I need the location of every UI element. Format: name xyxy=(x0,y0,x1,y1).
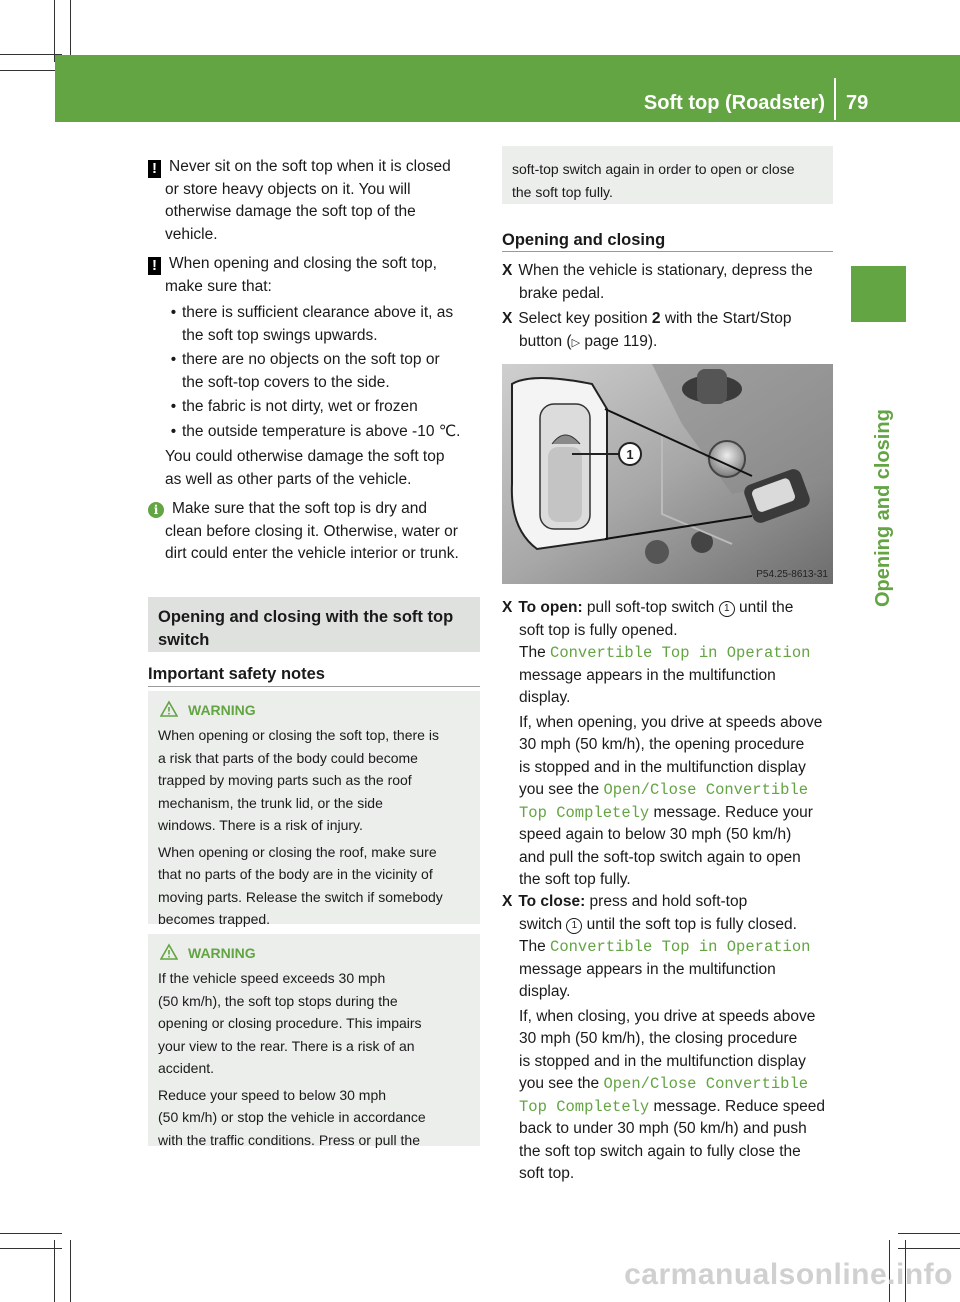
crop-mark xyxy=(0,1248,62,1249)
console-illustration xyxy=(502,364,833,584)
warning-text: When opening or closing the soft top, there is a risk that parts of the body could become trapped by moving parts such as the roof mechanism, the trunk lid, or the side windows. There is a risk of injury. When opening or closing the roof, make sure that no parts of the body are in the vicinity of moving parts. Release the switch if somebody becomes trapped. xyxy=(158,727,443,927)
note-dry-clean: i Make sure that the soft top is dry and clean before closing it. Otherwise, water or dirt could enter the vehicle interior or trunk. xyxy=(148,498,488,566)
list-item: • the fabric is not dirty, wet or frozen xyxy=(170,398,418,415)
display-message: Convertible Top in Operation xyxy=(550,644,811,662)
subheading-rule xyxy=(148,686,480,687)
crop-mark xyxy=(0,70,62,71)
crop-mark xyxy=(0,1233,62,1234)
crop-mark xyxy=(898,1248,960,1249)
crop-mark xyxy=(70,0,71,62)
image-caption: P54.25-8613-31 xyxy=(756,569,828,580)
step-arrow-icon: X xyxy=(502,310,513,327)
watermark: carmanualsonline.info xyxy=(624,1258,953,1291)
crop-mark xyxy=(0,54,62,55)
side-tab-label: Opening and closing xyxy=(872,409,894,607)
list-item: • there are no objects on the soft top or xyxy=(170,351,440,368)
note-outro: You could otherwise damage the soft top as well as other parts of the vehicle. xyxy=(165,448,445,488)
exclamation-icon: ! xyxy=(148,257,161,275)
section-title: Opening and closing with the soft top switch xyxy=(158,608,454,649)
side-tab-marker xyxy=(851,266,906,322)
step-to-open: X To open: pull soft-top switch 1 until the soft top is fully opened. The Convertible Top in Operation message appears in the multifunction display. If, when opening, you drive at speeds above 30 mph (50 km/h), the opening procedure is stopped and in the multifunction display you see the Open/Close Convertible Top Completely message. Reduce your speed again to below 30 mph (50 km/h) and pull the soft-top switch again to open the soft top fully. xyxy=(502,599,823,888)
note-when-opening: ! When opening and closing the soft top, make sure that: xyxy=(148,253,483,298)
header-title: Soft top (Roadster) xyxy=(643,92,825,114)
crop-mark xyxy=(54,0,55,62)
step-arrow-icon: X xyxy=(502,893,513,910)
display-message: Top Completely xyxy=(519,803,650,822)
warning-title: WARNING xyxy=(188,702,256,718)
page-ref-arrow-icon: ▷ xyxy=(571,336,581,349)
warning-triangle-icon xyxy=(160,700,178,718)
soft-top-switch-photo xyxy=(502,364,833,584)
crop-mark xyxy=(54,1240,55,1302)
display-message: Open/Close Convertible xyxy=(603,1075,809,1093)
warning-title: WARNING xyxy=(188,945,256,961)
info-icon: i xyxy=(148,502,164,518)
display-message: Open/Close Convertible xyxy=(603,781,809,799)
exclamation-icon: ! xyxy=(148,160,161,178)
subheading-safety: Important safety notes xyxy=(148,665,325,683)
header-divider xyxy=(834,78,836,120)
list-item: • the outside temperature is above -10 ℃. xyxy=(170,422,461,440)
step-arrow-icon: X xyxy=(502,262,513,279)
list-item: • there is sufficient clearance above it, as xyxy=(170,304,454,321)
note-never-sit: ! Never sit on the soft top when it is closed or store heavy objects on it. You will otherwise damage the soft top of the vehicle. xyxy=(148,156,483,246)
step-depress-brake: X When the vehicle is stationary, depress the brake pedal. xyxy=(502,262,813,302)
warning-triangle-icon xyxy=(160,943,178,961)
step-key-position: X Select key position 2 with the Start/Stop button (▷ page 119). xyxy=(502,310,792,350)
callout-number-icon: 1 xyxy=(566,918,582,934)
crop-mark xyxy=(70,1240,71,1302)
step-arrow-icon: X xyxy=(502,599,513,616)
continued-warning-text: soft-top switch again in order to open or close the soft top fully. xyxy=(512,161,795,200)
warning-text: If the vehicle speed exceeds 30 mph (50 km/h), the soft top stops during the opening or closing procedure. This impairs your view to the rear. There is a risk of an accident. Reduce your speed to below 30 mph (50 km/h) or stop the vehicle in accordance with the traffic conditions. Press or pull the xyxy=(158,970,426,1148)
page-number: 79 xyxy=(846,92,869,114)
crop-mark xyxy=(898,1233,960,1234)
display-message: Convertible Top in Operation xyxy=(550,938,811,956)
callout-number: 1 xyxy=(626,447,634,462)
callout-number-icon: 1 xyxy=(719,601,735,617)
bullet-list: • there is sufficient clearance above it, as the soft top swings upwards. • there are no objects on the soft top or the soft-top covers to the side. • the fabric is not dirty, wet or frozen • the outside temperature is above -10 ℃. xyxy=(165,302,485,443)
step-to-close: X To close: press and hold soft-top switch 1 until the soft top is fully closed. The Convertible Top in Operation message appears in the multifunction display. If, when closing, you drive at speeds above 30 mph (50 km/h), the closing procedure is stopped and in the multifunction display you see the Open/Close Convertible Top Completely message. Reduce speed back to under 30 mph (50 km/h) and push the soft top switch again to fully close the soft top. xyxy=(502,893,826,1182)
subheading-rule xyxy=(502,251,833,252)
subheading-opening-closing: Opening and closing xyxy=(502,231,666,249)
display-message: Top Completely xyxy=(519,1097,650,1116)
